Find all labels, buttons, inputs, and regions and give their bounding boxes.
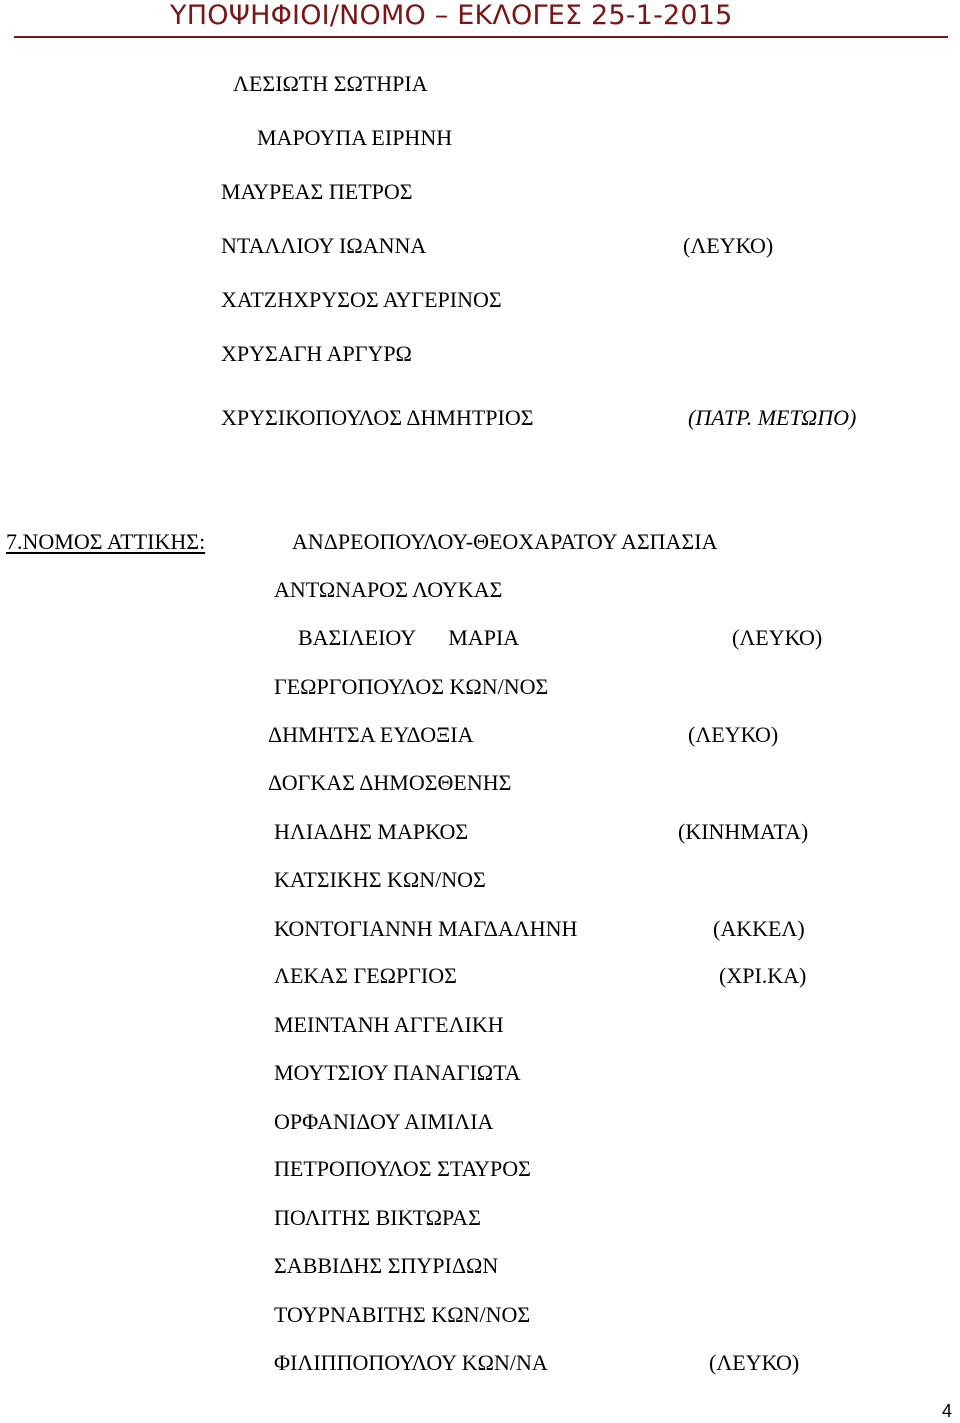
candidate-name: ΑΝΤΩΝΑΡΟΣ ΛΟΥΚΑΣ xyxy=(274,577,503,602)
candidate-name: ΧΡΥΣΑΓΗ ΑΡΓΥΡΩ xyxy=(221,341,412,366)
candidate-note: (ΠΑΤΡ. ΜΕΤΩΠΟ) xyxy=(688,405,857,430)
candidate-name: ΠΟΛΙΤΗΣ ΒΙΚΤΩΡΑΣ xyxy=(274,1205,481,1230)
candidate-name: ΝΤΑΛΛΙΟΥ ΙΩΑΝΝΑ xyxy=(221,233,427,258)
candidate-note: (ΧΡΙ.ΚΑ) xyxy=(719,963,807,988)
candidate-name: ΚΑΤΣΙΚΗΣ ΚΩΝ/ΝΟΣ xyxy=(274,867,486,892)
candidate-name: ΓΕΩΡΓΟΠΟΥΛΟΣ ΚΩΝ/ΝΟΣ xyxy=(274,674,549,699)
page-header xyxy=(0,0,960,42)
candidate-note: (ΛΕΥΚΟ) xyxy=(709,1350,800,1375)
candidate-name: ΒΑΣΙΛΕΙΟΥ ΜΑΡΙΑ xyxy=(298,625,520,650)
candidate-name: ΔΟΓΚΑΣ ΔΗΜΟΣΘΕΝΗΣ xyxy=(268,770,512,795)
candidate-name: ΧΡΥΣΙΚΟΠΟΥΛΟΣ ΔΗΜΗΤΡΙΟΣ xyxy=(221,405,534,430)
candidate-name: ΠΕΤΡΟΠΟΥΛΟΣ ΣΤΑΥΡΟΣ xyxy=(274,1156,531,1181)
candidate-note: (ΚΙΝΗΜΑΤΑ) xyxy=(678,819,809,844)
candidate-name: ΜΑΥΡΕΑΣ ΠΕΤΡΟΣ xyxy=(221,179,413,204)
candidate-name: ΑΝΔΡΕΟΠΟΥΛΟΥ-ΘΕΟΧΑΡΑΤΟΥ ΑΣΠΑΣΙΑ xyxy=(292,529,718,554)
candidate-note: (ΑΚΚΕΛ) xyxy=(713,916,805,941)
candidate-name: ΜΑΡΟΥΠΑ ΕΙΡΗΝΗ xyxy=(257,125,453,150)
candidate-name: ΜΕΙΝΤΑΝΗ ΑΓΓΕΛΙΚΗ xyxy=(274,1012,504,1037)
candidate-name: ΤΟΥΡΝΑΒΙΤΗΣ ΚΩΝ/ΝΟΣ xyxy=(274,1302,531,1327)
candidate-note: (ΛΕΥΚΟ) xyxy=(688,722,779,747)
header-title: ΥΠΟΨΗΦΙΟΙ/ΝΟΜΟ – ΕΚΛΟΓΕΣ 25-1-2015 xyxy=(170,0,733,31)
candidate-name: ΛΕΚΑΣ ΓΕΩΡΓΙΟΣ xyxy=(274,963,457,988)
candidate-note: (ΛΕΥΚΟ) xyxy=(732,625,823,650)
section-heading: 7.ΝΟΜΟΣ ΑΤΤΙΚΗΣ: xyxy=(6,529,206,554)
page-number: 4 xyxy=(942,1401,953,1421)
candidate-name: ΟΡΦΑΝΙΔΟΥ ΑΙΜΙΛΙΑ xyxy=(274,1109,494,1134)
candidate-name: ΣΑΒΒΙΔΗΣ ΣΠΥΡΙΔΩΝ xyxy=(274,1253,499,1278)
candidate-name: ΚΟΝΤΟΓΙΑΝΝΗ ΜΑΓΔΑΛΗΝΗ xyxy=(274,916,578,941)
candidate-name: ΛΕΣΙΩΤΗ ΣΩΤΗΡΙΑ xyxy=(233,71,428,96)
candidate-name: ΜΟΥΤΣΙΟΥ ΠΑΝΑΓΙΩΤΑ xyxy=(274,1060,521,1085)
header-divider xyxy=(14,36,948,38)
candidate-name: ΔΗΜΗΤΣΑ ΕΥΔΟΞΙΑ xyxy=(268,722,474,747)
candidate-name: ΗΛΙΑΔΗΣ ΜΑΡΚΟΣ xyxy=(274,819,469,844)
candidate-note: (ΛΕΥΚΟ) xyxy=(683,233,774,258)
candidate-name: ΧΑΤΖΗΧΡΥΣΟΣ ΑΥΓΕΡΙΝΟΣ xyxy=(221,287,502,312)
candidate-name: ΦΙΛΙΠΠΟΠΟΥΛΟΥ ΚΩΝ/ΝΑ xyxy=(274,1350,548,1375)
